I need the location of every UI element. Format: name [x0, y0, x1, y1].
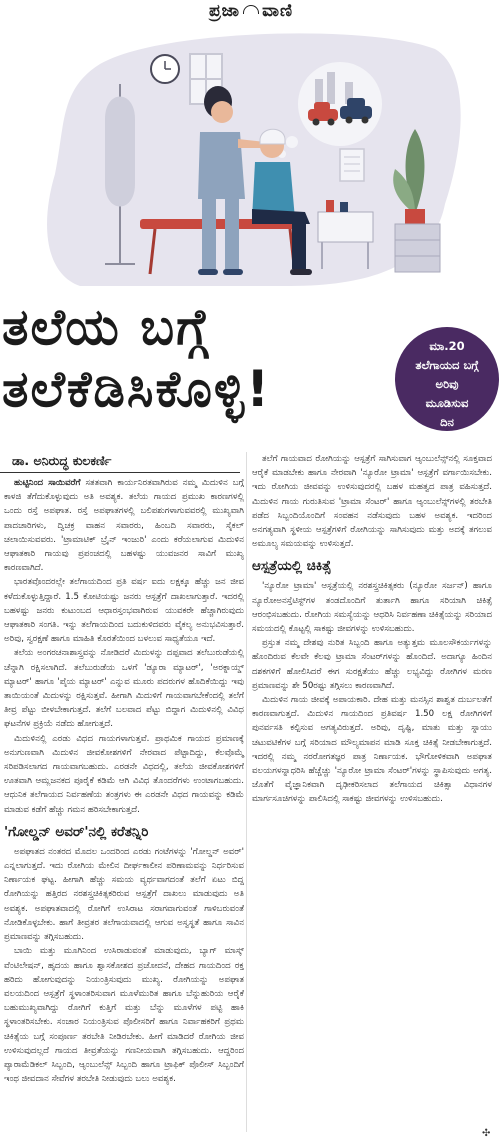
article-paragraph-4: ಮಿದುಳಿನಲ್ಲಿ ಎರಡು ವಿಧದ ಗಾಯಗಳಾಗುತ್ತವೆ. ಪ್ರಾಥಮಿಕ ಗಾಯದ ಪ್ರಮಾಣಕ್ಕೆ ಅನುಗುಣವಾಗಿ ಮಿದುಳಿನ ಜೀವಕೋಶಗಳಿಗೆ ನೇರವಾದ ಪೆಟ್ಟಾದಿದ್ದು, ಕೆಲವೊಮ್ಮೆ ಸರಿಪಡಿಸಲಾಗದ ಗಾಯವಾಗಬಹುದು. ಎರಡನೇ ವಿಧದಲ್ಲಿ, ತಲೆಯ ಜೀವಕೋಶಗಳಿಗೆ ಊತವಾಗಿ ಆಮ್ಲಜನಕದ ಪೂರೈಕೆ ಕಡಿಮೆ ಆಗಿ ವಿವಿಧ ತೊಂದರೆಗಳು ಉಂಟಾಗಬಹುದು. ಆಧುನಿಕ ತಲೆಗಾಯದ ನಿರ್ವಹಣೆಯ ತಂತ್ರಗಳು ಈ ಎರಡನೇ ವಿಧದ ಗಾಯವನ್ನು ಕಡಿಮೆ ಮಾಡುವ ಕಡೆಗೆ ಹೆಚ್ಚು ಗಮನ ಹರಿಸಬೇಕಾಗುತ್ತದೆ.: [4, 733, 244, 815]
newspaper-masthead: [0, 0, 502, 26]
article-paragraph-5: ಅಪಘಾತದ ನಂತರದ ಮೊದಲ ಒಂದರಿಂದ ಎರಡು ಗಂಟೆಗಳನ್ನು 'ಗೋಲ್ಡನ್ ಅವರ್' ಎನ್ನಲಾಗುತ್ತದೆ. ಇದು ರೋಗಿಯ ಮೇಲಿನ ದೀರ್ಘಕಾಲೀನ ಪರಿಣಾಮವನ್ನು ನಿರ್ಧರಿಸುವ ನಿರ್ಣಾಯಕ ಘಟ್ಟ. ಹೀಗಾಗಿ ಹೆಚ್ಚು ಸಮಯ ವ್ಯರ್ಥವಾಗದಂತೆ ತಲೆಗೆ ಏಟು ಬಿದ್ದ ರೋಗಿಯನ್ನು ಹತ್ತಿರದ ನರಶಸ್ತ್ರಚಿಕಿತ್ಸಕರಿರುವ ಆಸ್ಪತ್ರೆಗೆ ದಾಖಲು ಮಾಡುವುದು ಅತಿ ಅವಶ್ಯಕ. ಅಪಘಾತವಾದಲ್ಲಿ ರೋಗಿಗೆ ಉಸಿರಾಟ ಸರಾಗವಾಗುವಂತೆ ಗಾಳಿಬರುವಂತೆ ನೋಡಿಕೊಳ್ಳಬೇಕು. ಹಾಗೆ ತೀವ್ರತರ ತಲೆಗಾಯವಾದಲ್ಲಿ ಆಗುವ ಅಸ್ವಸ್ಥತೆ ಹಾಗೂ ಸಾವಿನ ಪ್ರಮಾಣವನ್ನು ತಗ್ಗಿಸಬಹುದು.: [4, 846, 244, 943]
badge-date: ಮಾ.20: [429, 339, 465, 353]
subheading-hospital-treatment: ಆಸ್ಪತ್ರೆಯಲ್ಲಿ ಚಿಕಿತ್ಸೆ: [252, 558, 332, 575]
author-byline: ಡಾ. ಅನಿರುದ್ಧ ಕುಲಕರ್ಣಿ: [12, 453, 112, 468]
badge-text-3: ಮೂಡಿಸುವ: [425, 396, 469, 410]
badge-text-2: ಅರಿವು: [435, 377, 459, 391]
badge-text-4: ದಿನ: [440, 415, 454, 429]
masthead-emblem-icon: [243, 5, 259, 14]
hospital-illustration: [40, 24, 465, 289]
masthead-right: ವಾಣಿ: [262, 1, 294, 21]
article-paragraph-1-body: ಸತತವಾಗಿ ಕಾರ್ಯನಿರತವಾಗಿರುವ ನಮ್ಮ ಮಿದುಳಿನ ಬಗ್ಗೆ ಕಾಳಜಿ ತೆಗೆದುಕೊಳ್ಳುವುದು ಅತಿ ಅವಶ್ಯಕ. ತಲೆಯ ಗಾಯದ ಪ್ರಮುಖ ಕಾರಣಗಳಲ್ಲಿ ಒಂದು ರಸ್ತೆ ಅಪಘಾತ. ರಸ್ತೆ ಅಪಘಾತಗಳಲ್ಲಿ ಬಲಿಪಶುಗಳಾಗುವವರಲ್ಲಿ ಮುಖ್ಯವಾಗಿ ಪಾದಚಾರಿಗಳು, ದ್ವಿಚಕ್ರ ವಾಹನ ಸವಾರರು, ಹಿಂಬದಿ ಸವಾರರು, ಸೈಕಲ್ ಚಲಾಯಿಸುವವರು. 'ಟ್ರಾಮಾಟಿಕ್ ಬ್ರೈನ್ ಇಂಜುರಿ' ಎಂದು ಕರೆಯಲಾಗುವ ಮಿದುಳಿನ ಆಘಾತಕಾರಿ ಗಾಯವು ಪ್ರಪಂಚದಲ್ಲಿ ಬಹಳಷ್ಟು ಯುವಜನರ ಸಾವಿಗೆ ಮುಖ್ಯ ಕಾರಣವಾಗಿದೆ.: [4, 478, 245, 574]
article-column-left: [4, 476, 244, 1086]
badge-text-1: ತಲೆಗಾಯದ ಬಗ್ಗೆ: [415, 358, 479, 372]
article-paragraph-1: [4, 476, 244, 575]
cabinet-icon: [395, 224, 440, 272]
event-date-badge: [395, 327, 499, 431]
article-paragraph-9: ಪ್ರಸ್ತುತ ನಮ್ಮ ದೇಶವು ನುರಿತ ಸಿಬ್ಬಂದಿ ಹಾಗೂ ಅತ್ಯುತ್ತಮ ಮೂಲಸೌಕರ್ಯಗಳನ್ನು ಹೊಂದಿರುವ ಕೆಲವೇ ಕೆಲವು ಟ್ರಾಮಾ ಸೆಂಟರ್‌ಗಳನ್ನು ಹೊಂದಿದೆ. ಅದಾಗ್ಯೂ ಹಿಂದಿನ ದಶಕಗಳಿಗೆ ಹೋಲಿಸಿದರೆ ಈಗ ಸುರಕ್ಷತೆಯು ಹೆಚ್ಚು ಲಭ್ಯವಿದ್ದು ರೋಗಿಗಳ ಮರಣ ಪ್ರಮಾಣವನ್ನು ಶೇ 50ರಷ್ಟು ತಗ್ಗಿಸಲು ಕಾರಣವಾಗಿದೆ.: [252, 638, 492, 691]
article-paragraph-2: ಭಾರತವೊಂದರಲ್ಲೇ ತಲೆಗಾಯದಿಂದ ಪ್ರತಿ ವರ್ಷ ಐದು ಲಕ್ಷಕ್ಕೂ ಹೆಚ್ಚು ಜನ ಜೀವ ಕಳೆದುಕೊಳ್ಳುತ್ತಿದ್ದಾರೆ. 1.5 ಕೋಟಿಯಷ್ಟು ಜನರು ಆಸ್ಪತ್ರೆಗೆ ದಾಖಲಾಗುತ್ತಾರೆ. ಇದರಲ್ಲಿ ಬಹಳಷ್ಟು ಜನರು ಕುಟುಂಬದ ಆಧಾರಸ್ತಂಭವಾಗಿರುವ ಯುವಕರೇ ಹೆಚ್ಚಾಗಿರುವುದು ಆಘಾತಕಾರಿ ಸಂಗತಿ. ಇನ್ನು ತಲೆಗಾಯದಿಂದ ಬದುಕುಳಿದವರು ವೈಕಲ್ಯ ಅನುಭವಿಸುತ್ತಾರೆ. ಅರಿವು, ಸ್ವರಕ್ಷಣೆ ಹಾಗೂ ಮಾಹಿತಿ ಕೊರತೆಯಿಂದ ಬಳಲುವ ಸಾಧ್ಯತೆಯೂ ಇದೆ.: [4, 577, 244, 645]
article-column-right: [252, 452, 492, 807]
article-end-icon: ✣: [482, 1128, 491, 1139]
article-paragraph-3: ತಲೆಯ ಅಂಗರಚನಾಶಾಸ್ತ್ರವನ್ನು ನೋಡಿದರೆ ಮಿದುಳನ್ನು ದಪ್ಪವಾದ ತಲೆಬುರುಡೆಯಲ್ಲಿ ಚೆನ್ನಾಗಿ ರಕ್ಷಿಸಲಾಗಿದೆ. ತಲೆಬುರುಡೆಯ ಒಳಗೆ 'ಡ್ಯೂರಾ ಮ್ಯಾಟರ್', 'ಅರಕ್ನಾಯ್ಡ್ ಮ್ಯಾಟರ್' ಹಾಗೂ 'ಪೈಯ ಮ್ಯಾಟರ್' ಎನ್ನುವ ಮೂರು ಪದರುಗಳ ಹೊದಿಕೆಯಿದ್ದು ಇವು ತಾಯಿಯಂತೆ ಮಿದುಳನ್ನು ರಕ್ಷಿಸುತ್ತವೆ. ಹೀಗಾಗಿ ಮಿದುಳಿಗೆ ಗಾಯವಾಗಬೇಕೆಂದಲ್ಲಿ ತಲೆಗೆ ತೀವ್ರ ಪೆಟ್ಟು ಬೀಳಬೇಕಾಗುತ್ತದೆ. ತಲೆಗೆ ಬಲವಾದ ಪೆಟ್ಟು ಬಿದ್ದಾಗ ಮಿದುಳಿನಲ್ಲಿ ವಿವಿಧ ಘಟನೆಗಳ ಪ್ರಕ್ರಿಯೆ ನಡೆದು ಹೋಗುತ್ತದೆ.: [4, 648, 244, 730]
article-paragraph-8: 'ನ್ಯೂರೋ ಟ್ರಾಮಾ' ಆಸ್ಪತ್ರೆಯಲ್ಲಿ ನರಶಸ್ತ್ರಚಿಕಿತ್ಸಕರು (ನ್ಯೂರೋ ಸರ್ಜನ್) ಹಾಗೂ ನ್ಯೂರೋಅನಸ್ತೆಟಿಸ್ಟ್‌ಗಳ ತಂಡದೊಂದಿಗೆ ತುರ್ತಾಗಿ ಹಾಗೂ ಸರಿಯಾಗಿ ಚಿಕಿತ್ಸೆ ಆರಂಭಿಸಬಹುದು. ರೋಗಿಯ ಸಮಸ್ಯೆಯನ್ನು ಆಧರಿಸಿ ನಿರ್ವಹಣಾ ಚಿಕಿತ್ಸೆಯನ್ನು ಸರಿಯಾದ ಸಮಯದಲ್ಲಿ ಕೊಟ್ಟಲ್ಲಿ ಸಾಕಷ್ಟು ಜೀವಗಳನ್ನು ಉಳಿಸಬಹುದು.: [252, 581, 492, 635]
subheading-golden-hour: 'ಗೋಲ್ಡನ್ ಅವರ್'ನಲ್ಲಿ ಕರೆತನ್ನಿರಿ: [4, 823, 149, 840]
wall-clock-icon: [151, 55, 179, 83]
masthead-left: ಪ್ರಜಾ: [208, 1, 241, 21]
article-paragraph-6: ಬಾಯಿ ಮತ್ತು ಮೂಗಿನಿಂದ ಉಸಿರಾಡುವಂತೆ ಮಾಡುವುದು, ಬ್ಯಾಗ್ ಮಾಸ್ಕ್ ವೆಂಟಿಲೇಷನ್, ಹೃದಯ ಹಾಗೂ ಶ್ವಾಸಕೋಶದ ಪ್ರಚೋದನೆ, ದೇಹದ ಗಾಯದಿಂದ ರಕ್ತ ಹರಿದು ಹೋಗುವುದನ್ನು ನಿಯಂತ್ರಿಸುವುದು ಮುಖ್ಯ. ರೋಗಿಯನ್ನು ಅಪಘಾತ ವಲಯದಿಂದ ಆಸ್ಪತ್ರೆಗೆ ಸ್ಥಳಾಂತರಿಸುವಾಗ ಮೂಳೆಮುರಿತ ಹಾಗೂ ಬೆನ್ನುಹುರಿಯ ಆರೈಕೆ ಬಹುಮುಖ್ಯವಾಗಿದ್ದು ರೋಗಿಗೆ ಕುತ್ತಿಗೆ ಮತ್ತು ಬೆನ್ನು ಮೂಳೆಗಳ ಪಟ್ಟಿ ಹಾಕಿ ಸ್ಥಳಾಂತರಿಸಬೇಕು. ಸಂಚಾರ ನಿಯಂತ್ರಿಸುವ ಪೊಲೀಸರಿಗೆ ಹಾಗೂ ನಿರ್ವಾಹಕರಿಗೆ ಪ್ರಥಮ ಚಿಕಿತ್ಸೆಯ ಬಗ್ಗೆ ಸಂಪೂರ್ಣ ತರಬೇತಿ ನೀಡಿರಬೇಕು. ಹೀಗೆ ಮಾಡಿದರೆ ರೋಗಿಯ ಜೀವ ಉಳಿಸುವುದಲ್ಲದೆ ಗಾಯದ ತೀವ್ರತೆಯನ್ನು ಗಣನೀಯವಾಗಿ ತಗ್ಗಿಸಬಹುದು. ಆದ್ದರಿಂದ ಪ್ಯಾರಾಮೆಡಿಕಲ್ ಸಿಬ್ಬಂದಿ, ಆ್ಯಂಬುಲೆನ್ಸ್ ಸಿಬ್ಬಂದಿ ಹಾಗೂ ಟ್ರಾಫಿಕ್ ಪೊಲೀಸ್ ಸಿಬ್ಬಂದಿಗೆ ಇಂಥ ಜೀವದಾನ ಸೇವೆಗಳ ತರಬೇತಿ ನೀಡುವುದು ಬಲು ಅವಶ್ಯಕ.: [4, 946, 244, 1085]
article-headline: [2, 296, 402, 420]
byline-divider: [0, 472, 240, 473]
notice-board-icon: [340, 149, 364, 181]
headline-line-1: ತಲೆಯ ಬಗ್ಗೆ: [2, 298, 211, 356]
column-divider: [246, 452, 247, 1132]
article-paragraph-10: ಮಿದುಳಿನ ಗಾಯ ಜೀವಕ್ಕೆ ಅಪಾಯಕಾರಿ. ದೇಹ ಮತ್ತು ಮನಸ್ಸಿನ ಶಾಶ್ವತ ದುರ್ಬಲತೆಗೆ ಕಾರಣವಾಗುತ್ತದೆ. ಮಿದುಳಿನ ಗಾಯದಿಂದ ಪ್ರತಿವರ್ಷ 1.50 ಲಕ್ಷ ರೋಗಿಗಳಿಗೆ ಪುನರ್ವಸತಿ ಕಲ್ಪಿಸುವ ಅಗತ್ಯವಿರುತ್ತದೆ. ಅರಿವು, ದೃಷ್ಟಿ, ಮಾತು ಮತ್ತು ಸ್ನಾಯು ಚಟುವಟಿಕೆಗಳ ಬಗ್ಗೆ ಸರಿಯಾದ ಮೌಲ್ಯಮಾಪನ ಮಾಡಿ ಸೂಕ್ತ ಚಿಕಿತ್ಸೆ ನೀಡಬೇಕಾಗುತ್ತದೆ. ಇದರಲ್ಲಿ ನಮ್ಮ ನರರೋಗತಜ್ಞರ ಪಾತ್ರ ನಿರ್ಣಾಯಕ. ಭೌಗೋಳಿಕವಾಗಿ ಅಪಘಾತ ವಲಯಗಳನ್ನಾಧರಿಸಿ ಹೆಚ್ಚೆಚ್ಚು 'ನ್ಯೂರೋ ಟ್ರಾಮಾ ಸೆಂಟರ್'ಗಳನ್ನು ಸ್ಥಾಪಿಸುವುದು ಅಗತ್ಯ. ಜೊತೆಗೆ ವೈಜ್ಞಾನಿಕವಾಗಿ ದೃಢೀಕರಿಸಲಾದ ತಲೆಗಾಯದ ಚಿಕಿತ್ಸಾ ವಿಧಾನಗಳ ಮಾರ್ಗಸೂಚಿಗಳನ್ನು ಪಾಲಿಸಿದಲ್ಲಿ ಸಾಕಷ್ಟು ಜೀವಗಳನ್ನು ಉಳಿಸಬಹುದು.: [252, 695, 492, 805]
article-paragraph-7: ತಲೆಗೆ ಗಾಯವಾದ ರೋಗಿಯನ್ನು ಆಸ್ಪತ್ರೆಗೆ ಸಾಗಿಸುವಾಗ ಆ್ಯಂಬುಲೆನ್ಸ್‌ನಲ್ಲಿ ಸೂಕ್ತವಾದ ಆರೈಕೆ ಮಾಡಬೇಕು ಹಾಗೂ ನೇರವಾಗಿ 'ನ್ಯೂರೋ ಟ್ರಾಮಾ' ಆಸ್ಪತ್ರೆಗೆ ವರ್ಗಾಯಿಸಬೇಕು. ಇದು ರೋಗಿಯ ಜೀವವನ್ನು ಉಳಿಸುವುದರಲ್ಲಿ ಬಹಳ ಮಹತ್ವದ ಪಾತ್ರ ವಹಿಸುತ್ತದೆ. ಮಿದುಳಿನ ಗಾಯ ಗುರುತಿಸುವ 'ಟ್ರಾಮಾ ಸೆಂಟರ್' ಹಾಗೂ ಆ್ಯಂಬುಲೆನ್ಸ್‌ಗಳಲ್ಲಿ ತರಬೇತಿ ಪಡೆದ ಸಿಬ್ಬಂದಿಯೊಂದಿಗೆ ಸಂವಹನ ನಡೆಸುವುದು ಬಹಳ ಅವಶ್ಯಕ. ಇದರಿಂದ ಅನಗತ್ಯವಾಗಿ ಸ್ಥಳೀಯ ಆಸ್ಪತ್ರೆಗಳಿಗೆ ರೋಗಿಯನ್ನು ಸಾಗಿಸುವುದು ಮತ್ತು ಅದಕ್ಕೆ ತಗಲುವ ಅಮೂಲ್ಯ ಸಮಯವನ್ನು ಉಳಿಸುತ್ತದೆ.: [252, 454, 492, 550]
headline-line-2: ತಲೆಕೆಡಿಸಿಕೊಳ್ಳಿ!: [2, 360, 272, 418]
article-lead-in: ಹುಟ್ಟಿನಿಂದ ಸಾಯಿವರೆಗೆ: [14, 478, 81, 488]
